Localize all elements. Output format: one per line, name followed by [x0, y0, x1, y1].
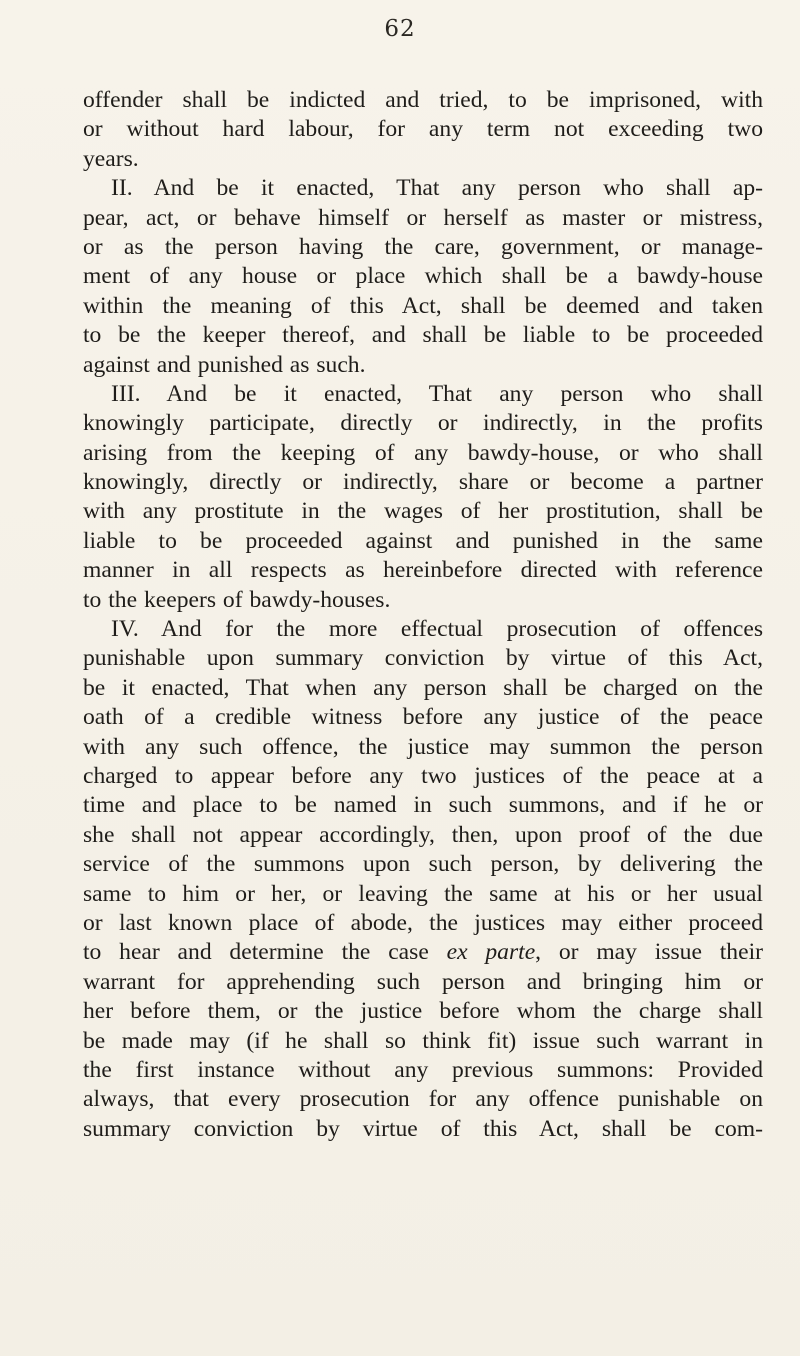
text-line: knowingly participate, directly or indirectly, in the profits [83, 410, 763, 437]
body-text [83, 86, 763, 1144]
text-line: manner in all respects as hereinbefore directed with reference [83, 557, 763, 584]
text-line: service of the summons upon such person, by delivering the [83, 851, 763, 878]
text-line: to be the keeper thereof, and shall be liable to be proceeded [83, 322, 763, 349]
text-line: charged to appear before any two justices of the peace at a [83, 762, 763, 789]
page-number: 62 [384, 16, 416, 42]
text-line: with any prostitute in the wages of her prostitution, shall be [83, 498, 763, 525]
text-line: time and place to be named in such summons, and if he or [83, 792, 763, 819]
text-line: knowingly, directly or indirectly, share or become a partner [83, 469, 763, 496]
text-line: against and punished as such. [83, 351, 366, 378]
text-line: IV. And for the more effectual prosecution of offences [111, 616, 763, 643]
text-line: oath of a credible witness before any justice of the peace [83, 704, 763, 731]
text-line: offender shall be indicted and tried, to be imprisoned, with [83, 87, 763, 113]
text-line: pear, act, or behave himself or herself as master or mistress, [83, 204, 763, 231]
text-line: her before them, or the justice before whom the charge shall [83, 998, 763, 1025]
text-line: be it enacted, That when any person shall be charged on the [83, 674, 763, 701]
text-line: years. [83, 145, 139, 172]
text-line: ment of any house or place which shall be a bawdy-house [83, 263, 763, 290]
text-line: summary conviction by virtue of this Act, shall be com- [83, 1115, 763, 1142]
text-line: II. And be it enacted, That any person who shall ap- [111, 175, 763, 202]
text-line: to the keepers of bawdy-houses. [83, 586, 391, 613]
text-line: be made may (if he shall so think fit) issue such warrant in [83, 1027, 763, 1054]
text-line: always, that every prosecution for any offence punishable on [83, 1086, 763, 1113]
text-line: she shall not appear accordingly, then, upon proof of the due [83, 821, 763, 848]
text-line: within the meaning of this Act, shall be deemed and taken [83, 292, 763, 319]
text-line: warrant for apprehending such person and bringing him or [83, 968, 763, 995]
text-line: punishable upon summary conviction by virtue of this Act, [83, 645, 763, 672]
text-line: same to him or her, or leaving the same at his or her usual [83, 880, 763, 907]
text-line: to hear and determine the case ex parte, or may issue their [83, 939, 763, 966]
text-line: liable to be proceeded against and punished in the same [83, 527, 763, 554]
text-line: arising from the keeping of any bawdy-house, or who shall [83, 439, 763, 466]
text-line: with any such offence, the justice may summon the person [83, 733, 763, 760]
text-line: the first instance without any previous summons: Provided [83, 1056, 763, 1083]
text-line: or as the person having the care, government, or manage- [83, 233, 763, 260]
text-line: or last known place of abode, the justices may either proceed [83, 909, 763, 936]
text-line: or without hard labour, for any term not exceeding two [83, 116, 763, 143]
text-line: III. And be it enacted, That any person who shall [111, 380, 763, 407]
